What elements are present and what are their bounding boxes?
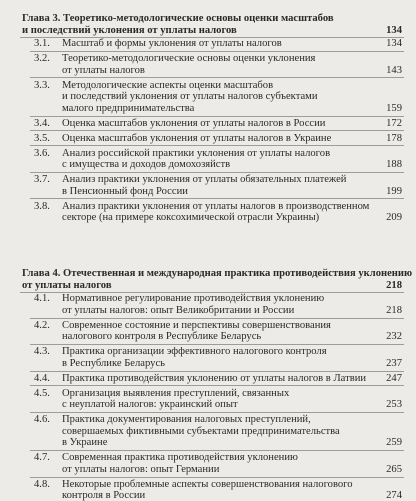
section-title-line: в Республике Беларусь: [62, 357, 165, 369]
section-page-number: 159: [386, 102, 402, 114]
section-title-line: в Украине: [62, 437, 108, 449]
section-number: 3.2.: [34, 53, 50, 65]
entry-divider: [30, 385, 404, 386]
section-page-number: 259: [386, 437, 402, 449]
section-number: 4.2.: [34, 319, 50, 331]
entry-divider: [30, 51, 404, 52]
section-title-line: с неуплатой налогов: украинский опыт: [62, 399, 238, 411]
chapter-page-number: 134: [386, 24, 402, 36]
section-title-line: контроля в России: [62, 490, 146, 501]
entry-divider: [30, 450, 404, 451]
section-title-line: Оценка масштабов уклонения от уплаты налогов в России: [62, 117, 326, 129]
section-number: 4.7.: [34, 452, 50, 464]
entry-divider: [30, 412, 404, 413]
section-title-line: секторе (на примере коксохимической отрасли Украины): [62, 212, 320, 224]
section-title-line: Теоретико-методологические основы оценки уклонения: [62, 53, 316, 65]
section-page-number: 172: [386, 117, 402, 129]
section-number: 3.4.: [34, 117, 50, 129]
section-title-line: в Пенсионный фонд России: [62, 185, 188, 197]
entry-divider: [30, 77, 404, 78]
section-number: 3.7.: [34, 174, 50, 185]
section-page-number: 143: [386, 64, 402, 76]
section-page-number: 134: [386, 38, 402, 50]
section-title-line: Практика документирования налоговых преступлений,: [62, 414, 311, 426]
section-title-line: с имущества и доходов домохозяйств: [62, 159, 231, 171]
section-number: 4.1.: [34, 293, 50, 305]
section-page-number: 188: [386, 159, 402, 171]
section-title-line: Некоторые проблемные аспекты совершенствования налогового: [62, 478, 353, 490]
section-page-number: 237: [386, 357, 402, 369]
section-title-line: Практика противодействия уклонению от уплаты налогов в Латвии: [62, 372, 367, 384]
section-page-number: 232: [386, 331, 402, 343]
section-title-line: Современное состояние и перспективы совершенствования: [62, 319, 331, 331]
section-number: 4.4.: [34, 372, 50, 384]
section-title-line: от уплаты налогов: [62, 64, 145, 76]
section-number: 3.3.: [34, 79, 50, 91]
entry-divider: [30, 130, 404, 131]
section-page-number: 199: [386, 185, 402, 197]
section-number: 3.8.: [34, 200, 50, 212]
entry-divider: [30, 371, 404, 372]
section-title-line: Практика организации эффективного налогового контроля: [62, 346, 327, 358]
section-page-number: 274: [386, 490, 402, 501]
entry-divider: [30, 172, 404, 173]
section-page-number: 265: [386, 463, 402, 475]
section-title-line: Анализ практики уклонения от уплаты обязательных платежей: [62, 174, 347, 185]
section-number: 4.6.: [34, 414, 50, 426]
entry-divider: [30, 344, 404, 345]
chapter-title-line: Глава 3. Теоретико-методологические основы оценки масштабов: [22, 13, 334, 24]
section-page-number: 178: [386, 132, 402, 144]
entry-divider: [30, 198, 404, 199]
chapter-page-number: 218: [386, 279, 402, 291]
chapter-title-line: от уплаты налогов: [22, 279, 112, 291]
chapter-title-line: Глава 4. Отечественная и международная практика противодействия уклонению: [22, 268, 413, 279]
chapter-title-line: и последствий уклонения от уплаты налогов: [22, 24, 237, 36]
section-title-line: Нормативное регулирование противодействия уклонению: [62, 293, 325, 305]
section-number: 4.8.: [34, 478, 50, 490]
entry-divider: [30, 145, 404, 146]
section-title-line: и последствий уклонения от уплаты налогов субъектами: [62, 91, 318, 103]
section-number: 3.1.: [34, 38, 50, 50]
section-page-number: 209: [386, 212, 402, 224]
section-number: 4.3.: [34, 346, 50, 358]
section-page-number: 247: [386, 372, 402, 384]
section-title-line: Анализ практики уклонения от уплаты налогов в производственном: [62, 200, 370, 212]
section-title-line: Анализ российской практики уклонения от уплаты налогов: [62, 147, 331, 159]
section-title-line: от уплаты налогов: опыт Великобритании и России: [62, 304, 295, 316]
section-title-line: Современная практика противодействия уклонению: [62, 452, 298, 464]
entry-divider: [30, 116, 404, 117]
section-title-line: малого предпринимательства: [62, 102, 195, 114]
section-number: 3.5.: [34, 132, 50, 144]
entry-divider: [30, 318, 404, 319]
section-title-line: налогового контроля в Республике Беларусь: [62, 331, 262, 343]
section-title-line: совершаемых фиктивными субъектами предпринимательства: [62, 425, 340, 437]
section-title-line: Организация выявления преступлений, связанных: [62, 387, 290, 399]
section-title-line: от уплаты налогов: опыт Германии: [62, 463, 220, 475]
section-number: 3.6.: [34, 147, 50, 159]
section-number: 4.5.: [34, 387, 50, 399]
section-page-number: 218: [386, 304, 402, 316]
section-page-number: 253: [386, 399, 402, 411]
section-title-line: Масштаб и формы уклонения от уплаты налогов: [62, 38, 282, 50]
section-title-line: Методологические аспекты оценки масштабов: [62, 79, 274, 91]
entry-divider: [30, 477, 404, 478]
section-title-line: Оценка масштабов уклонения от уплаты налогов в Украине: [62, 132, 332, 144]
